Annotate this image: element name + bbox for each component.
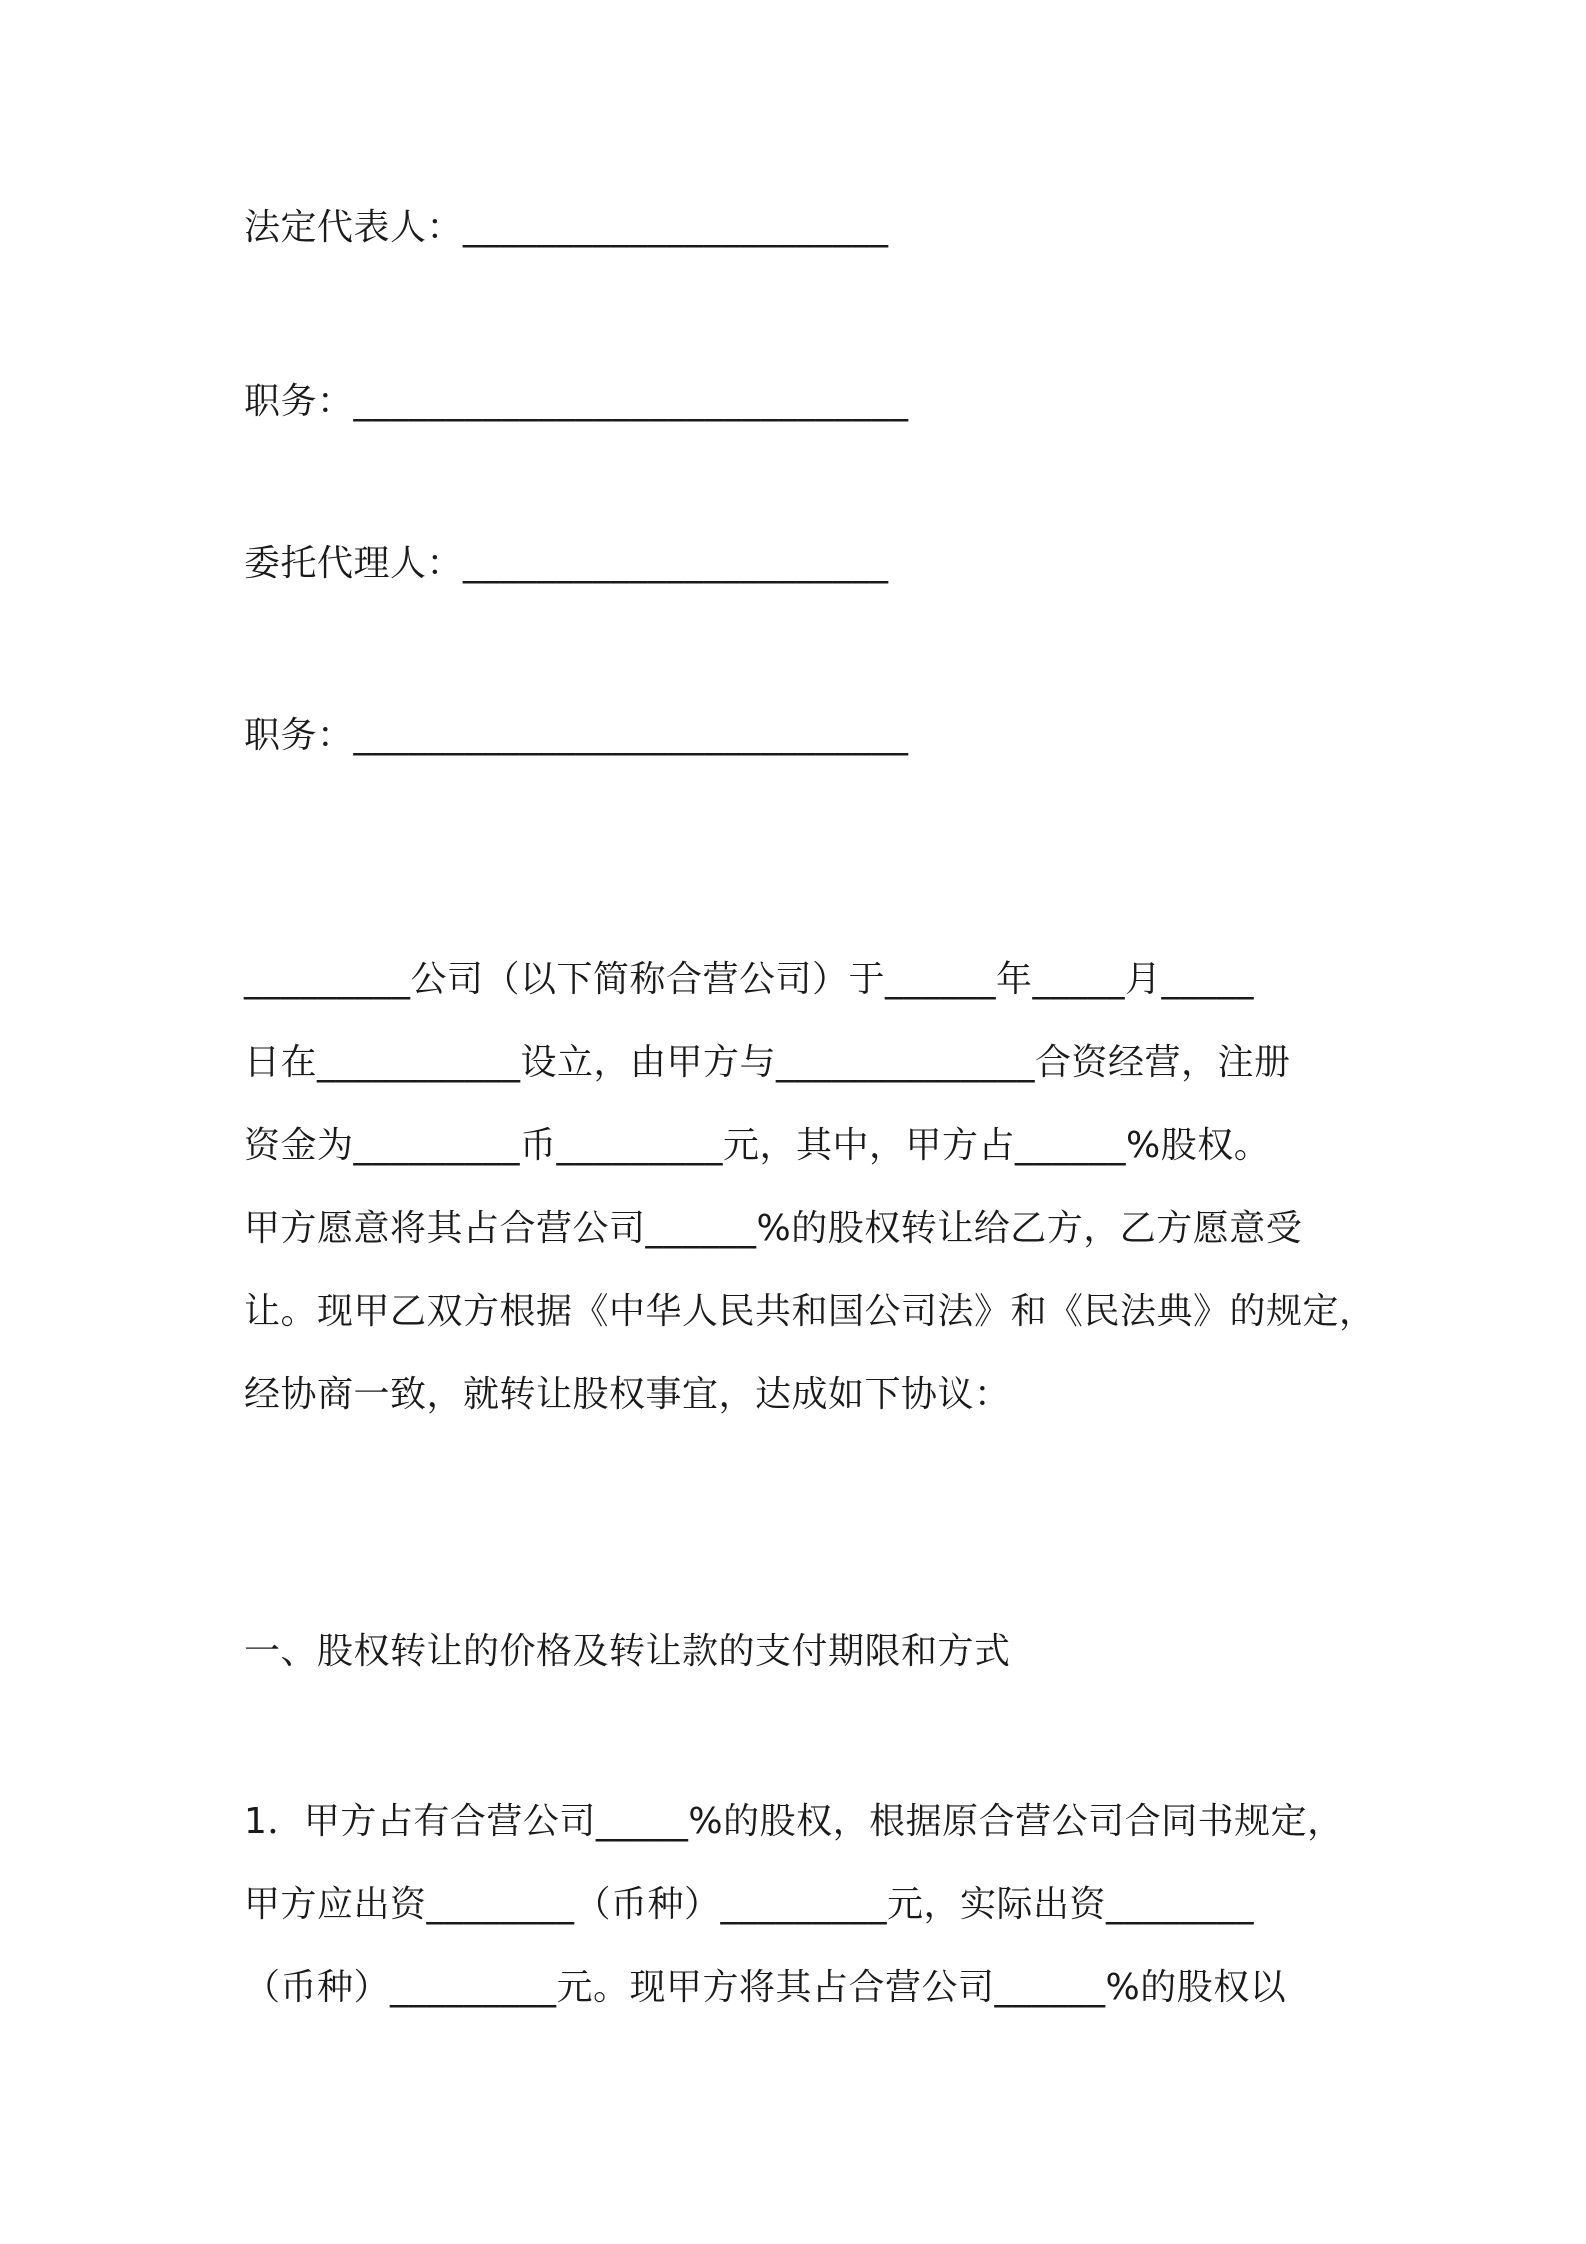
preamble-line: 让。现甲乙双方根据《中华人民共和国公司法》和《民法典》的规定，	[244, 1291, 1376, 1332]
preamble-line: 甲方愿意将其占合营公司______%的股权转让给乙方，乙方愿意受	[244, 1208, 1303, 1249]
section-heading: 一、股权转让的价格及转让款的支付期限和方式	[244, 1631, 1011, 1672]
clause-1-paragraph	[244, 1798, 1364, 2047]
preamble-line: 资金为_________币_________元，其中，甲方占______%股权。	[244, 1125, 1271, 1166]
preamble-paragraph	[244, 956, 1376, 1454]
entrusted-agent-field: 委托代理人：_______________________	[244, 543, 889, 584]
preamble-line: 日在___________设立，由甲方与______________合资经营，注册	[244, 1042, 1291, 1083]
preamble-line: 经协商一致，就转让股权事宜，达成如下协议：	[244, 1374, 1011, 1415]
preamble-line: _________公司（以下简称合营公司）于______年_____月_____	[244, 959, 1255, 1000]
position-field-2: 职务：______________________________	[244, 715, 909, 756]
position-field: 职务：______________________________	[244, 381, 909, 422]
clause-line: （币种）_________元。现甲方将其占合营公司______%的股权以	[244, 1967, 1287, 2008]
legal-representative-field: 法定代表人：_______________________	[244, 207, 889, 248]
clause-line: 1．甲方占有合营公司_____%的股权，根据原合营公司合同书规定，	[244, 1801, 1344, 1842]
clause-line: 甲方应出资________（币种）_________元，实际出资________	[244, 1884, 1255, 1925]
